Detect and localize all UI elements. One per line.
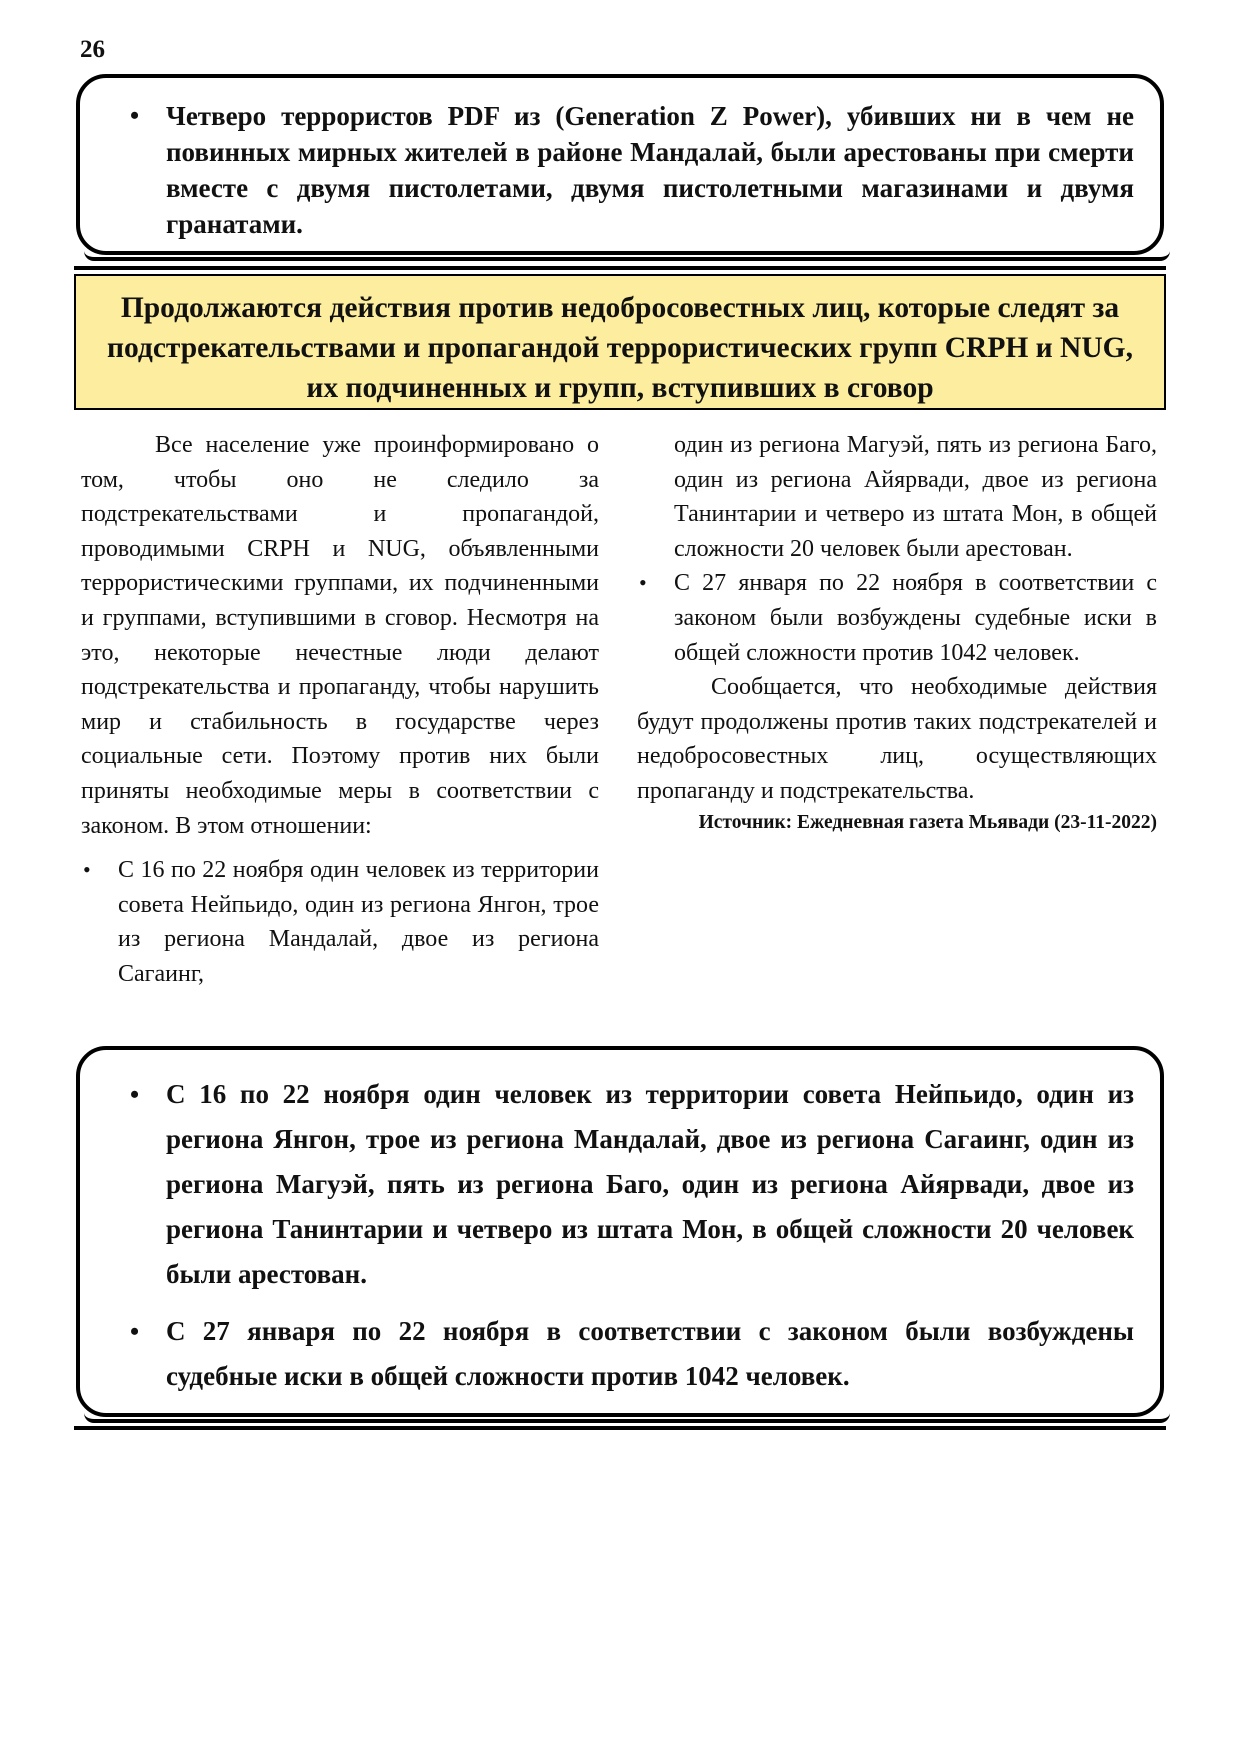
article-intro: Все население уже проинформировано о том, чтобы оно не следило за подстрекательствами и пропагандой, проводимыми CRPH и NUG, объявленными террористическими группами, их подчиненными и группами, вступившими в сговор. Несмотря на это, некоторые нечестные люди делают подстрекательства и пропаганду, чтобы нарушить мир и стабильность в государстве через социальные сети. Поэтому против них были приняты необходимые меры в соответствии с законом. В этом отношении:: [81, 432, 599, 839]
article-list-left: [81, 853, 599, 991]
article-bullet-arrests: • С 16 по 22 ноября один человек из территории совета Нейпьидо, один из региона Янгон, трое из региона Мандалай, двое из региона Сагаинг,: [81, 853, 599, 991]
summary-box-bottom: [76, 1046, 1164, 1417]
article-closing: Сообщается, что необходимые действия будут продолжены против таких подстрекателей и недобросовестных лиц, осуществляющих пропаганду и подстрекательства.: [637, 674, 1157, 804]
summary-list-top: [124, 98, 1134, 242]
article-headline: Продолжаются действия против недобросовестных лиц, которые следят за подстрекательствами и пропагандой террористических групп CRPH и NUG, их подчиненных и групп, вступивших в сговор: [74, 274, 1166, 410]
summary-item-arrests: • С 16 по 22 ноября один человек из территории совета Нейпьидо, один из региона Янгон, трое из региона Мандалай, двое из региона Сагаинг, один из региона Магуэй, пять из региона Баго, один из региона Айярвади, двое из региона Танинтарии и четверо из штата Мон, в общей сложности 20 человек были арестован.: [124, 1072, 1134, 1297]
summary-item-arrest-terrorists: • Четверо террористов PDF из (Generation Z Power), убивших ни в чем не повинных мирных жителей в районе Мандалай, были арестованы при смерти вместе с двумя пистолетами, двумя пистолетными магазинами и двумя гранатами.: [124, 98, 1134, 242]
article-list-right: [637, 566, 1157, 670]
article-column-left: [81, 428, 599, 992]
page-number: 26: [80, 36, 105, 63]
divider-bottom: [74, 1426, 1166, 1430]
article-bullet-arrests-continued: один из региона Магуэй, пять из региона Баго, один из региона Айярвади, двое из региона Танинтарии и четверо из штата Мон, в общей сложности 20 человек были арестован.: [674, 432, 1157, 562]
article-source: Источник: Ежедневная газета Мьявади (23-11-2022): [698, 811, 1157, 833]
article-bullet-lawsuits: • С 27 января по 22 ноября в соответствии с законом были возбуждены судебные иски в общей сложности против 1042 человек.: [637, 566, 1157, 670]
article-column-right: [637, 428, 1157, 837]
summary-list-bottom: [124, 1072, 1134, 1399]
divider-top: [74, 266, 1166, 270]
summary-item-lawsuits: • С 27 января по 22 ноября в соответствии с законом были возбуждены судебные иски в общей сложности против 1042 человек.: [124, 1309, 1134, 1399]
summary-box-top: [76, 74, 1164, 255]
